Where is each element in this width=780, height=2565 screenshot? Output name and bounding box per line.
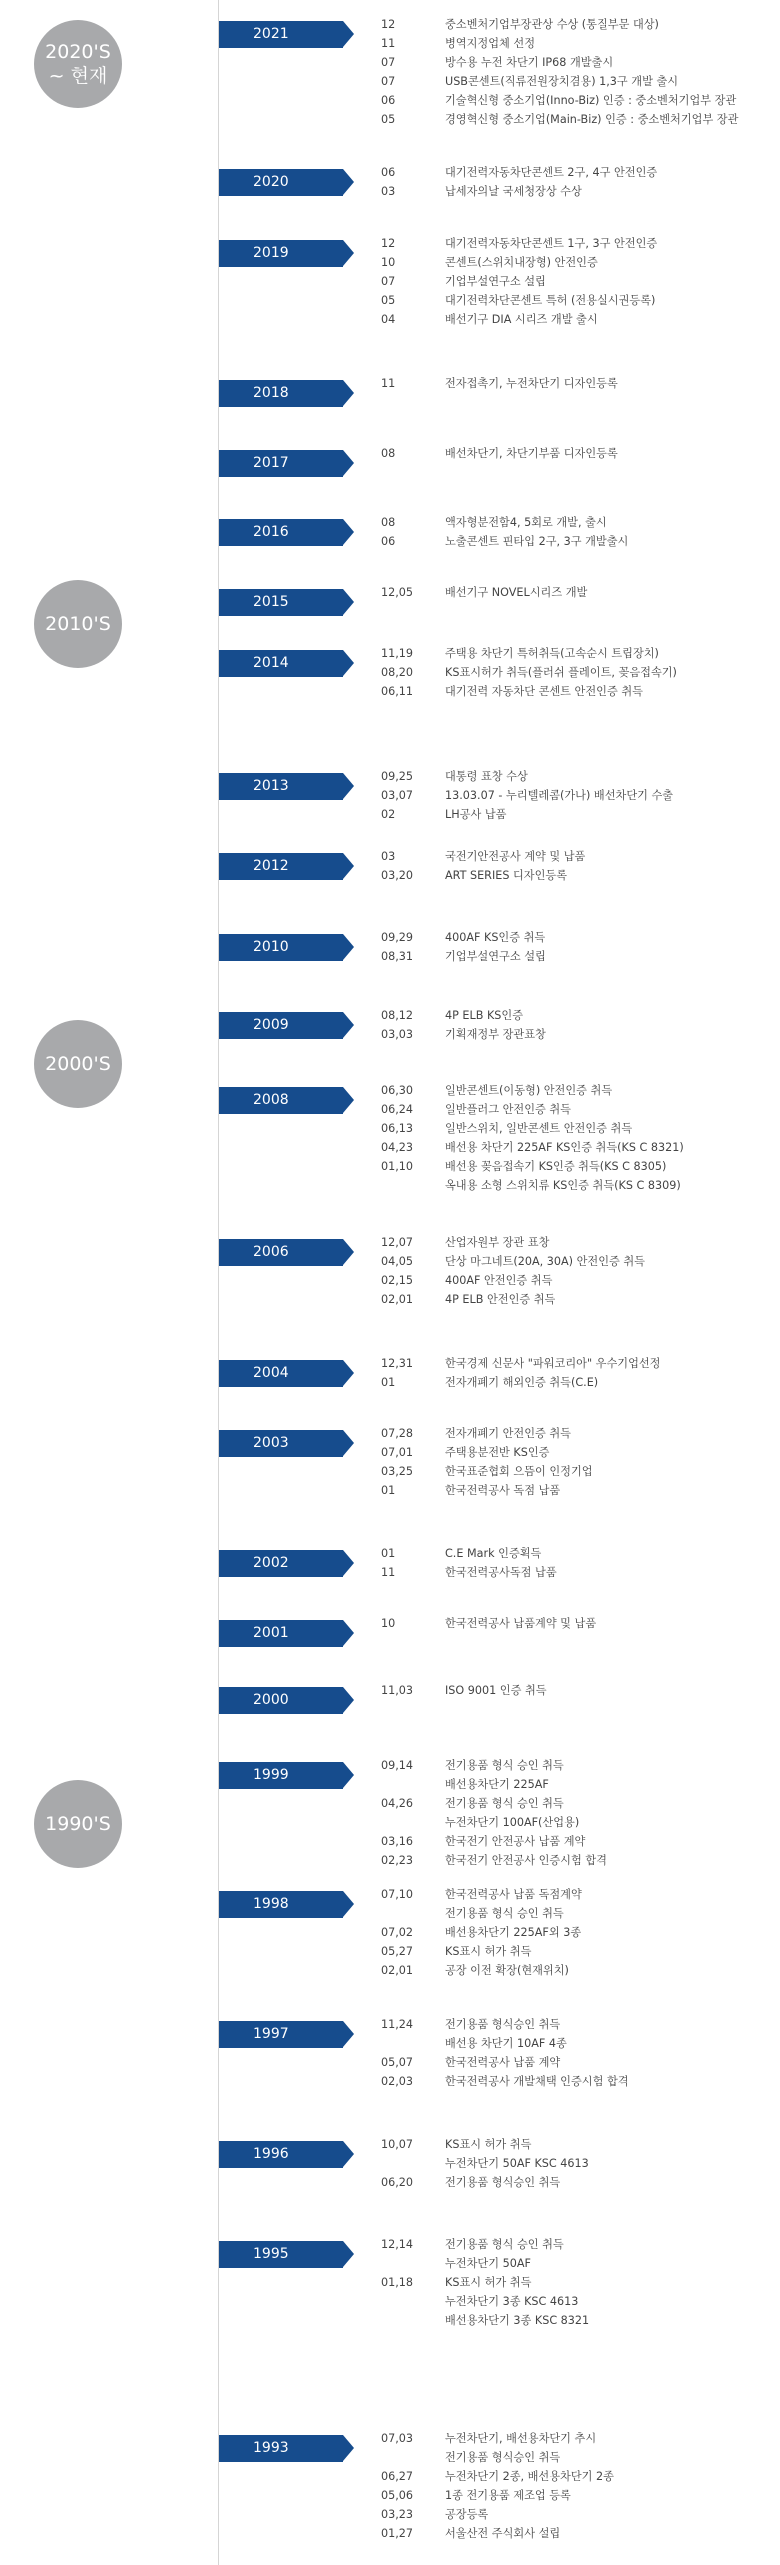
event-text: 한국전력공사 납품계약 및 납품 [445, 1617, 597, 1630]
event-text: LH공사 납품 [445, 808, 507, 821]
event-text: 전자개폐기 안전인증 취득 [445, 1427, 571, 1440]
event-date: 06,13 [381, 1122, 414, 1135]
event-item [381, 1832, 607, 1851]
event-text: 노출콘센트 핀타입 2구, 3구 개발출시 [445, 535, 629, 548]
event-item [381, 1481, 593, 1500]
event-text: 전자개폐기 해외인증 취득(C.E) [445, 1376, 599, 1389]
event-list [381, 928, 546, 966]
event-item [381, 1354, 661, 1373]
year-badge: 2003 [219, 1430, 343, 1457]
event-date: 07,28 [381, 1427, 414, 1440]
event-item [381, 1942, 582, 1961]
event-item [381, 1544, 557, 1563]
event-text: 한국전기 안전공사 인증시험 합격 [445, 1854, 607, 1867]
event-text: 4P ELB 안전인증 취득 [445, 1293, 556, 1306]
event-text: 기획재정부 장관표창 [445, 1028, 546, 1041]
event-date: 12,07 [381, 1236, 414, 1249]
event-text: 한국전력공사독점 납품 [445, 1566, 557, 1579]
event-list [381, 1756, 607, 1870]
event-date: 04,26 [381, 1797, 414, 1810]
event-list [381, 767, 673, 824]
event-item [381, 53, 738, 72]
event-text: 주택용 차단기 특허취득(고속순시 트립장치) [445, 647, 659, 660]
event-date: 05,06 [381, 2489, 414, 2502]
event-date: 05,27 [381, 1945, 414, 1958]
event-text: 기업부설연구소 설립 [445, 275, 546, 288]
event-item [381, 805, 673, 824]
event-date: 08 [381, 447, 396, 460]
year-badge: 2013 [219, 773, 343, 800]
event-item [381, 272, 657, 291]
event-item [381, 182, 657, 201]
event-list [381, 234, 657, 329]
event-text: 대기전력자동차단콘센트 2구, 4구 안전인증 [445, 166, 658, 179]
event-text: 기업부설연구소 설립 [445, 950, 546, 963]
event-text: 전기용품 형식 승인 취득 [445, 1759, 564, 1772]
event-item [381, 15, 738, 34]
year-badge: 2014 [219, 650, 343, 677]
event-text: 누전차단기, 배선용차단기 추시 [445, 2432, 597, 2445]
event-list [381, 1681, 547, 1700]
year-badge: 2000 [219, 1687, 343, 1714]
era-label: 2010'S [45, 613, 111, 635]
event-text: 전기용품 형식 승인 취득 [445, 1907, 564, 1920]
event-item [381, 2524, 614, 2543]
event-item [381, 110, 738, 129]
year-badge: 2010 [219, 934, 343, 961]
event-date: 06,20 [381, 2176, 414, 2189]
era-label: ~ 현재 [48, 65, 108, 87]
event-text: 한국전기 안전공사 납품 계약 [445, 1835, 586, 1848]
event-list [381, 1233, 645, 1309]
event-text: 전기용품 형식 승인 취득 [445, 1797, 564, 1810]
event-list [381, 1006, 546, 1044]
event-text: 누전차단기 3종 KSC 4613 [445, 2295, 579, 2308]
year-badge: 2002 [219, 1550, 343, 1577]
event-date: 11 [381, 377, 396, 390]
event-item [381, 2034, 629, 2053]
event-text: 전자접촉기, 누전차단기 디자인등록 [445, 377, 618, 390]
event-date: 03,20 [381, 869, 414, 882]
event-date: 06 [381, 535, 396, 548]
event-item [381, 1885, 582, 1904]
year-badge: 2019 [219, 240, 343, 267]
event-date: 01,10 [381, 1160, 414, 1173]
event-date: 03 [381, 850, 396, 863]
event-text: 공장 이전 확장(현재위치) [445, 1964, 569, 1977]
era-badge [34, 20, 122, 108]
event-date [381, 2254, 445, 2273]
event-text: 방수용 누전 차단기 IP68 개발출시 [445, 56, 614, 69]
event-item [381, 847, 585, 866]
year-badge: 2006 [219, 1239, 343, 1266]
event-text: 전기용품 형식 승인 취득 [445, 2238, 564, 2251]
event-text: 전기용품 형식승인 취득 [445, 2451, 561, 2464]
event-item [381, 2311, 589, 2330]
event-date: 06,11 [381, 685, 414, 698]
event-text: 주택용분전반 KS인증 [445, 1446, 550, 1459]
event-text: 전기용품 형식승인 취득 [445, 2176, 561, 2189]
event-list [381, 163, 657, 201]
event-date: 01,18 [381, 2276, 414, 2289]
event-item [381, 374, 618, 393]
event-item [381, 1775, 607, 1794]
event-date [381, 1775, 445, 1794]
event-list [381, 15, 738, 129]
event-date: 09,14 [381, 1759, 414, 1772]
event-date [381, 2034, 445, 2053]
event-text: 기술혁신형 중소기업(Inno-Biz) 인증 : 중소벤처기업부 장관 [445, 94, 737, 107]
year-badge: 2018 [219, 380, 343, 407]
event-list [381, 644, 677, 701]
event-date: 12,31 [381, 1357, 414, 1370]
event-item [381, 2135, 589, 2154]
year-badge: 2021 [219, 21, 343, 48]
event-item [381, 866, 585, 885]
event-date [381, 2448, 445, 2467]
event-text: 대기전력차단콘센트 특허 (전용실시권등록) [445, 294, 656, 307]
event-text: 배선용 차단기 10AF 4종 [445, 2037, 567, 2050]
event-item [381, 1961, 582, 1980]
event-list [381, 1354, 661, 1392]
event-date: 06 [381, 166, 396, 179]
event-item [381, 1563, 557, 1582]
event-item [381, 291, 657, 310]
event-item [381, 2292, 589, 2311]
event-date: 02,01 [381, 1293, 414, 1306]
event-item [381, 1271, 645, 1290]
event-item [381, 1813, 607, 1832]
event-text: 대기전력자동차단콘센트 1구, 3구 안전인증 [445, 237, 658, 250]
event-text: 배선용 꽂음접속기 KS인증 취득(KS C 8305) [445, 1160, 667, 1173]
year-badge: 1993 [219, 2435, 343, 2462]
event-date: 11,03 [381, 1684, 414, 1697]
event-list [381, 2135, 589, 2192]
event-text: KS표시 허가 취득 [445, 2276, 532, 2289]
event-date: 12,05 [381, 586, 414, 599]
event-text: 일반콘센트(이동형) 안전인증 취득 [445, 1084, 613, 1097]
event-date: 07,10 [381, 1888, 414, 1901]
event-item [381, 1290, 645, 1309]
era-label: 2000'S [45, 1053, 111, 1075]
event-date: 02,03 [381, 2075, 414, 2088]
event-list [381, 2235, 589, 2330]
event-item [381, 1081, 684, 1100]
event-text: 누전차단기 50AF KSC 4613 [445, 2157, 589, 2170]
event-text: 누전차단기 2종, 배선용차단기 2종 [445, 2470, 614, 2483]
event-date: 03,03 [381, 1028, 414, 1041]
event-text: C.E Mark 인증획득 [445, 1547, 542, 1560]
event-text: 배선용 차단기 225AF KS인증 취득(KS C 8321) [445, 1141, 684, 1154]
event-item [381, 1681, 547, 1700]
event-item [381, 583, 587, 602]
year-badge: 2016 [219, 519, 343, 546]
event-text: 배선용차단기 225AF [445, 1778, 549, 1791]
event-item [381, 1157, 684, 1176]
event-text: 배선용차단기 225AF외 3종 [445, 1926, 582, 1939]
event-list [381, 1544, 557, 1582]
event-date: 03,16 [381, 1835, 414, 1848]
event-text: 단상 마그네트(20A, 30A) 안전인증 취득 [445, 1255, 645, 1268]
event-date: 07 [381, 275, 396, 288]
event-item [381, 1851, 607, 1870]
year-badge: 2004 [219, 1360, 343, 1387]
event-text: KS표시 허가 취득 [445, 1945, 532, 1958]
event-item [381, 947, 546, 966]
event-date: 04 [381, 313, 396, 326]
era-label: 1990'S [45, 1813, 111, 1835]
event-text: 1종 전기용품 제조업 등록 [445, 2489, 571, 2502]
event-item [381, 786, 673, 805]
event-text: 한국전력공사 납품 계약 [445, 2056, 561, 2069]
event-item [381, 1252, 645, 1271]
era-label: 2020'S [45, 41, 111, 63]
event-date: 11 [381, 1566, 396, 1579]
year-badge: 1995 [219, 2241, 343, 2268]
event-item [381, 1923, 582, 1942]
event-date: 02,23 [381, 1854, 414, 1867]
event-item [381, 682, 677, 701]
event-date: 07 [381, 56, 396, 69]
event-item [381, 1794, 607, 1813]
event-item [381, 234, 657, 253]
year-badge: 1998 [219, 1891, 343, 1918]
event-date: 04,05 [381, 1255, 414, 1268]
event-item [381, 767, 673, 786]
event-date: 11 [381, 37, 396, 50]
event-text: 누전차단기 100AF(산업용) [445, 1816, 580, 1829]
event-text: 한국전력공사 개발채택 인증시험 합격 [445, 2075, 629, 2088]
event-item [381, 253, 657, 272]
event-item [381, 1904, 582, 1923]
event-date: 01 [381, 1547, 396, 1560]
event-text: 액자형분전함4, 5회로 개발, 출시 [445, 516, 607, 529]
event-date: 06,30 [381, 1084, 414, 1097]
event-item [381, 1614, 596, 1633]
event-date: 07,02 [381, 1926, 414, 1939]
year-badge: 1999 [219, 1762, 343, 1789]
event-text: 옥내용 소형 스위치류 KS인증 취득(KS C 8309) [445, 1179, 681, 1192]
event-item [381, 2429, 614, 2448]
event-item [381, 2235, 589, 2254]
event-text: 배선용차단기 3종 KSC 8321 [445, 2314, 590, 2327]
event-date [381, 2154, 445, 2173]
era-badge [34, 1780, 122, 1868]
event-date: 08,31 [381, 950, 414, 963]
year-badge: 1996 [219, 2141, 343, 2168]
event-item [381, 2154, 589, 2173]
event-date: 06,27 [381, 2470, 414, 2483]
event-text: 일반플러그 안전인증 취득 [445, 1103, 571, 1116]
event-item [381, 2072, 629, 2091]
event-text: 일반스위치, 일반콘센트 안전인증 취득 [445, 1122, 633, 1135]
event-date: 08,12 [381, 1009, 414, 1022]
event-text: 배선기구 DIA 시리즈 개발 출시 [445, 313, 598, 326]
event-date: 09,25 [381, 770, 414, 783]
event-list [381, 1885, 582, 1980]
event-text: 한국표준협회 으뜸이 인정기업 [445, 1465, 593, 1478]
event-date [381, 1813, 445, 1832]
event-text: 한국전력공사 납품 독점계약 [445, 1888, 582, 1901]
event-date: 07,03 [381, 2432, 414, 2445]
event-item [381, 928, 546, 947]
event-text: 한국전력공사 독점 납품 [445, 1484, 561, 1497]
event-date: 10 [381, 1617, 396, 1630]
year-badge: 2001 [219, 1620, 343, 1647]
event-item [381, 2448, 614, 2467]
event-text: 400AF KS인증 취득 [445, 931, 546, 944]
event-date: 02,01 [381, 1964, 414, 1977]
event-date: 07,01 [381, 1446, 414, 1459]
event-item [381, 1006, 546, 1025]
era-badge [34, 580, 122, 668]
event-date: 09,29 [381, 931, 414, 944]
event-date [381, 2292, 445, 2311]
year-badge: 2008 [219, 1087, 343, 1114]
event-date: 01 [381, 1484, 396, 1497]
event-text: KS표시허가 취득(플러쉬 플레이트, 꽂음접속기) [445, 666, 677, 679]
event-date: 10,07 [381, 2138, 414, 2151]
event-date: 12 [381, 237, 396, 250]
event-text: 중소벤처기업부장관상 수상 (통질부문 대상) [445, 18, 659, 31]
event-item [381, 1424, 593, 1443]
event-item [381, 2173, 589, 2192]
event-list [381, 1424, 593, 1500]
event-item [381, 644, 677, 663]
event-item [381, 663, 677, 682]
event-date: 01,27 [381, 2527, 414, 2540]
event-item [381, 2254, 589, 2273]
event-text: 배선차단기, 차단기부품 디자인등록 [445, 447, 618, 460]
event-item [381, 513, 628, 532]
event-item [381, 2053, 629, 2072]
event-date [381, 2311, 445, 2330]
event-text: 한국경제 신문사 "파워코리아" 우수기업선정 [445, 1357, 661, 1370]
event-date: 08,20 [381, 666, 414, 679]
event-date: 05 [381, 113, 396, 126]
event-text: 공장등록 [445, 2508, 489, 2521]
event-date: 08 [381, 516, 396, 529]
event-item [381, 1025, 546, 1044]
event-item [381, 2273, 589, 2292]
event-item [381, 444, 618, 463]
event-item [381, 1233, 645, 1252]
event-date: 11,24 [381, 2018, 414, 2031]
event-date: 05,07 [381, 2056, 414, 2069]
event-item [381, 2015, 629, 2034]
event-list [381, 1614, 596, 1633]
event-text: 병역지정업체 선정 [445, 37, 536, 50]
event-list [381, 2015, 629, 2091]
event-text: 13.03.07 - 누리텔레콤(가나) 배선차단기 수출 [445, 789, 674, 802]
event-date: 06,24 [381, 1103, 414, 1116]
event-item [381, 72, 738, 91]
event-item [381, 34, 738, 53]
event-item [381, 1176, 684, 1195]
event-list [381, 444, 618, 463]
event-date: 04,23 [381, 1141, 414, 1154]
event-date: 03,07 [381, 789, 414, 802]
year-badge: 2017 [219, 450, 343, 477]
event-text: 대기전력 자동차단 콘센트 안전인증 취득 [445, 685, 643, 698]
event-text: 콘센트(스위치내장형) 안전인증 [445, 256, 598, 269]
event-date: 03,25 [381, 1465, 414, 1478]
event-date: 12,14 [381, 2238, 414, 2251]
event-item [381, 1138, 684, 1157]
event-item [381, 1756, 607, 1775]
event-text: ART SERIES 디자인등록 [445, 869, 568, 882]
event-text: 전기용품 형식승인 취득 [445, 2018, 561, 2031]
event-date: 12 [381, 18, 396, 31]
event-item [381, 2467, 614, 2486]
event-text: 400AF 안전인증 취득 [445, 1274, 553, 1287]
event-item [381, 1462, 593, 1481]
event-text: 납세자의날 국세청장상 수상 [445, 185, 582, 198]
event-date [381, 1176, 445, 1195]
year-badge: 2020 [219, 169, 343, 196]
event-list [381, 847, 585, 885]
event-item [381, 163, 657, 182]
event-text: ISO 9001 인증 취득 [445, 1684, 547, 1697]
event-list [381, 583, 587, 602]
event-text: 4P ELB KS인증 [445, 1009, 524, 1022]
event-date: 11,19 [381, 647, 414, 660]
event-item [381, 1443, 593, 1462]
event-item [381, 532, 628, 551]
event-item [381, 1119, 684, 1138]
event-text: 배선기구 NOVEL시리즈 개발 [445, 586, 588, 599]
event-date [381, 1904, 445, 1923]
event-date: 05 [381, 294, 396, 307]
event-date: 02,15 [381, 1274, 414, 1287]
event-item [381, 310, 657, 329]
event-date: 10 [381, 256, 396, 269]
event-item [381, 91, 738, 110]
event-text: 경영혁신형 중소기업(Main-Biz) 인증 : 중소벤처기업부 장관 [445, 113, 739, 126]
event-text: KS표시 허가 취득 [445, 2138, 532, 2151]
event-date: 01 [381, 1376, 396, 1389]
event-item [381, 2505, 614, 2524]
event-text: 서울산전 주식회사 설립 [445, 2527, 561, 2540]
event-list [381, 1081, 684, 1195]
year-badge: 2015 [219, 589, 343, 616]
year-badge: 2009 [219, 1012, 343, 1039]
event-text: 국전기안전공사 계약 및 납품 [445, 850, 586, 863]
event-item [381, 1100, 684, 1119]
event-date: 06 [381, 94, 396, 107]
event-date: 02 [381, 808, 396, 821]
event-date: 03,23 [381, 2508, 414, 2521]
event-text: 누전차단기 50AF [445, 2257, 531, 2270]
event-item [381, 1373, 661, 1392]
event-list [381, 513, 628, 551]
event-list [381, 2429, 614, 2543]
event-date: 03 [381, 185, 396, 198]
event-text: 대통령 표창 수상 [445, 770, 528, 783]
year-badge: 1997 [219, 2021, 343, 2048]
event-text: USB콘센트(직류전원장치겸용) 1,3구 개발 출시 [445, 75, 679, 88]
era-badge [34, 1020, 122, 1108]
event-list [381, 374, 618, 393]
event-item [381, 2486, 614, 2505]
event-text: 산업자원부 장관 표창 [445, 1236, 550, 1249]
event-date: 07 [381, 75, 396, 88]
year-badge: 2012 [219, 853, 343, 880]
